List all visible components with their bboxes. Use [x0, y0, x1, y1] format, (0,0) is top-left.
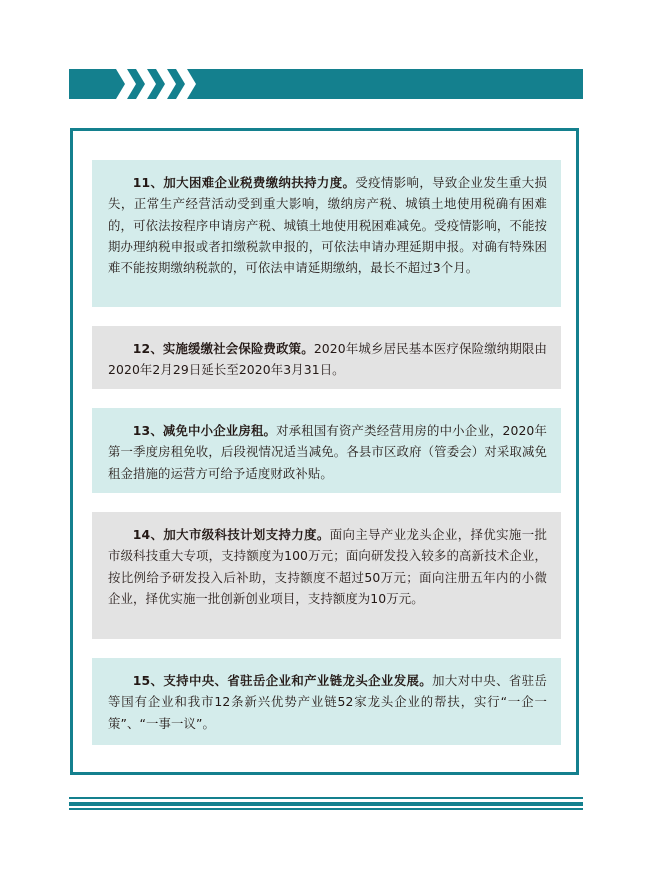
policy-heading: 14、加大市级科技计划支持力度。	[132, 527, 330, 542]
policy-heading: 13、减免中小企业房租。	[132, 423, 277, 438]
policy-heading: 15、支持中央、省驻岳企业和产业链龙头企业发展。	[132, 673, 433, 688]
policy-body: 2020年城乡居民基本医疗保险缴纳期限由2020年2月29日延长至2020年3月31日。	[108, 341, 547, 378]
chevron-arrows-icon	[116, 69, 211, 99]
policy-body: 加大对中央、省驻岳等国有企业和我市12条新兴优势产业链52家龙头企业的帮扶，实行“一企一策”、“一事一议”。	[108, 673, 547, 731]
policy-body: 面向主导产业龙头企业，择优实施一批市级科技重大专项，支持额度为100万元；面向研发投入较多的高新技术企业，按比例给予研发投入后补助，支持额度不超过50万元；面向注册五年内的小微企业，择优实施一批创新创业项目，支持额度为10万元。	[108, 527, 548, 606]
policy-item-14	[92, 512, 561, 639]
policy-item-12	[92, 326, 561, 389]
policy-heading: 12、实施缓缴社会保险费政策。	[132, 341, 314, 356]
policy-item-15	[92, 658, 561, 745]
policy-item-13	[92, 408, 561, 493]
policy-body: 对承租国有资产类经营用房的中小企业，2020年第一季度房租免收，后段视情况适当减免。各县市区政府（管委会）对采取减免租金措施的运营方可给予适度财政补贴。	[108, 423, 547, 481]
policy-heading: 11、加大困难企业税费缴纳扶持力度。	[132, 175, 356, 190]
policy-item-11	[92, 160, 561, 307]
policy-body: 受疫情影响，导致企业发生重大损失，正常生产经营活动受到重大影响，缴纳房产税、城镇土地使用税确有困难的，可依法按程序申请房产税、城镇土地使用税困难减免。受疫情影响，不能按期办理纳税申报或者扣缴税款申报的，可依法申请办理延期申报。对确有特殊困难不能按期缴纳税款的，可依法申请延期缴纳，最长不超过3个月。	[108, 175, 547, 276]
footer-divider	[69, 797, 583, 811]
